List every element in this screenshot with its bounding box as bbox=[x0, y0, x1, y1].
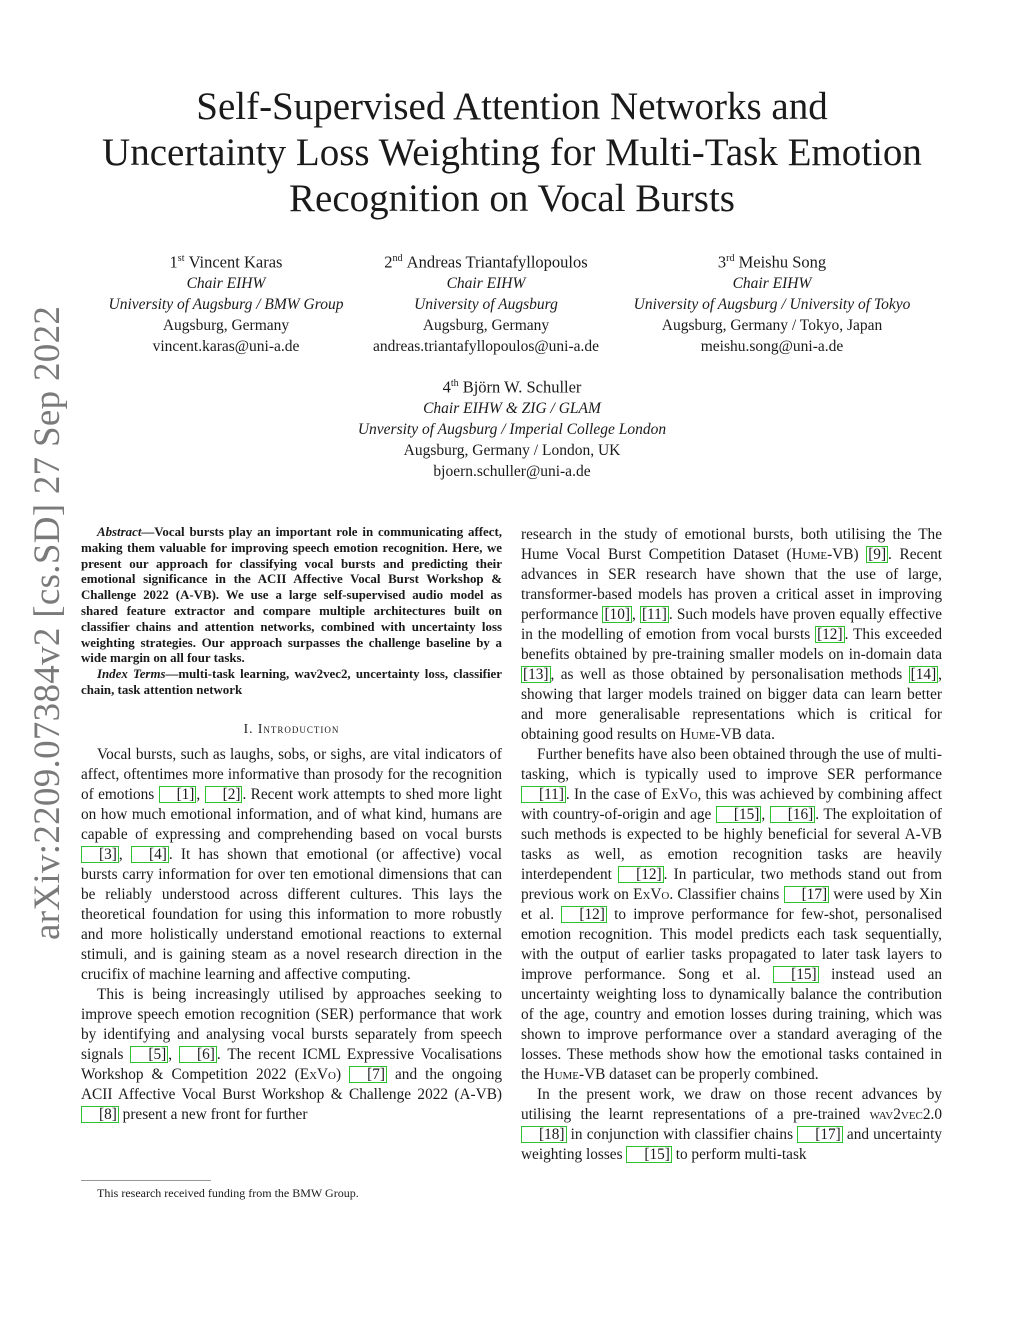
index-terms: Index Terms—multi-task learning, wav2vec2, uncertainty loss, classifier chain, task attention network bbox=[81, 667, 502, 697]
title-line: Self-Supervised Attention Networks and bbox=[196, 85, 828, 128]
arxiv-stamp: arXiv:2209.07384v2 [cs.SD] 27 Sep 2022 bbox=[27, 305, 68, 940]
citation-link[interactable]: [1] bbox=[159, 786, 197, 803]
abstract: Abstract—Vocal bursts play an important role in communicating affect, making them valuable for improving speech emotion recognition. Here, we present our approach for classifying vocal bursts and predicting their emotional significance in the ACII Affective Vocal Burst Workshop & Challenge 2022 (A-VB). We use a large self-supervised audio model as shared feature extractor and compare multiple architectures built on classifier chains and attention networks, combined with uncertainty loss weighting strategies. Our approach surpasses the challenge baseline by a wide margin on all four tasks. bbox=[81, 525, 502, 666]
citation-link[interactable]: [17] bbox=[797, 1126, 843, 1143]
paragraph: research in the study of emotional bursts, both utilising the The Hume Vocal Burst Competition Dataset (Hume-VB) [9] . Recent advances in SER research have shown that the use of large, transformer-based models has proven a critical asset in improving performance [10] , [11] . Such models have proven equally effective in the modelling of emotion from vocal bursts [12] . This exceeded benefits obtained by pre-training smaller models on in-domain data [13] , as well as those obtained by personalisation methods [14] , showing that larger models trained on bigger data can learn better and more generalisable representations which is critical for obtaining good results on Hume-VB data. bbox=[521, 526, 943, 743]
citation-link[interactable]: [15] bbox=[626, 1146, 672, 1163]
author-affiliation: University of Augsburg bbox=[414, 295, 558, 313]
author-block-4: 4th Björn W. Schuller Chair EIHW & ZIG / GLAM Unversity of Augsburg / Imperial College London Augsburg, Germany / London, UK bjoern.schuller@uni-a.de bbox=[312, 373, 712, 482]
citation-link[interactable]: [15] bbox=[773, 966, 819, 983]
paragraph: This is being increasingly utilised by approaches seeking to improve speech emotion recognition (SER) performance that work by identifying and analysing vocal bursts separately from speech signals [5] , [6] . The recent ICML Expressive Vocalisations Workshop & Competition 2022 (ExVo) [7] and the ongoing ACII Affective Vocal Burst Workshop & Challenge 2022 (A-VB) [8] present a new front for further bbox=[81, 985, 503, 1123]
footnote: This research received funding from the BMW Group. bbox=[81, 1186, 502, 1201]
author-affiliation: University of Augsburg / BMW Group bbox=[108, 295, 344, 313]
citation-link[interactable]: [3] bbox=[81, 846, 119, 863]
author-dept: Chair EIHW bbox=[186, 274, 266, 292]
citation-link[interactable]: [15] bbox=[716, 806, 762, 823]
author-email[interactable]: andreas.triantafyllopoulos@uni-a.de bbox=[372, 337, 600, 355]
citation-link[interactable]: [12] bbox=[618, 866, 664, 883]
author-name: Vincent Karas bbox=[188, 252, 283, 272]
paragraph: Vocal bursts, such as laughs, sobs, or sighs, are vital indicators of affect, oftentimes more informative than prosody for the recognition of emotions [1] , [2] . Recent work attempts to shed more light on how much emotional information, and of what kind, humans are capable of expressing and comprehending based on vocal bursts [3] , [4] . It has shown that emotional (or affective) vocal bursts carry information for over ten emotional dimensions that can be reliably understood across different cultures. This lays the theoretical foundation for using this information to more robustly and more holistically understand emotional reactions to external stimuli, and is gaining steam as a novel research direction in the crucifix of machine learning and affective computing. bbox=[81, 745, 503, 983]
title-line: Recognition on Vocal Bursts bbox=[289, 177, 735, 220]
author-email[interactable]: bjoern.schuller@uni-a.de bbox=[433, 462, 591, 480]
author-location: Augsburg, Germany bbox=[422, 316, 550, 334]
citation-link[interactable]: [12] bbox=[561, 906, 607, 923]
author-dept: Chair EIHW bbox=[732, 274, 812, 292]
citation-link[interactable]: [2] bbox=[205, 786, 243, 803]
citation-link[interactable]: [11] bbox=[521, 786, 566, 803]
author-location: Augsburg, Germany / London, UK bbox=[403, 441, 621, 459]
title-line: Uncertainty Loss Weighting for Multi-Task Emotion bbox=[102, 131, 922, 174]
author-affiliation: University of Augsburg / University of Tokyo bbox=[633, 295, 911, 313]
author-email[interactable]: meishu.song@uni-a.de bbox=[700, 337, 844, 355]
footnote-rule bbox=[81, 1180, 211, 1181]
author-dept: Chair EIHW & ZIG / GLAM bbox=[423, 399, 601, 417]
author-name: Andreas Triantafyllopoulos bbox=[406, 252, 588, 272]
citation-link[interactable]: [12] bbox=[817, 626, 843, 643]
citation-link[interactable]: [14] bbox=[910, 666, 937, 683]
citation-link[interactable]: [13] bbox=[523, 666, 549, 683]
right-column bbox=[521, 525, 942, 1165]
author-name: Björn W. Schuller bbox=[462, 377, 582, 397]
paper-title bbox=[60, 84, 964, 222]
paragraph: Further benefits have also been obtained through the use of multi-tasking, which is typically used to improve SER performance [11] . In the case of ExVo, this was achieved by combining affect with country-of-origin and age [15] , [16] . The exploitation of such methods is expected to be highly beneficial for several A-VB tasks as well, as emotion recognition tasks are heavily interdependent [12] . In particular, two methods stand out from previous work on ExVo. Classifier chains [17] were used by Xin et al. [12] to improve performance for few-shot, personalised emotion recognition. This model predicts each task sequentially, with the output of earlier tasks propagated to later task layers to improve performance. Song et al. [15] instead used an uncertainty weighting loss to dynamically balance the contribution of the age, country and emotion losses during training, which was shown to improve performance over a standard averaging of the losses. These methods show how the emotional tasks contained in the Hume-VB dataset can be properly combined. bbox=[521, 746, 943, 1083]
section-heading: I. Introduction bbox=[243, 720, 340, 736]
citation-link[interactable]: [16] bbox=[770, 806, 816, 823]
citation-link[interactable]: [9] bbox=[868, 546, 887, 563]
citation-link[interactable]: [18] bbox=[521, 1126, 567, 1143]
citation-link[interactable]: [4] bbox=[131, 846, 169, 863]
author-affiliation: Unversity of Augsburg / Imperial College London bbox=[357, 420, 667, 438]
citation-link[interactable]: [11] bbox=[641, 606, 667, 623]
citation-link[interactable]: [17] bbox=[784, 886, 830, 903]
citation-link[interactable]: [8] bbox=[81, 1106, 119, 1123]
author-email[interactable]: vincent.karas@uni-a.de bbox=[152, 337, 300, 355]
citation-link[interactable]: [5] bbox=[130, 1046, 168, 1063]
paragraph: In the present work, we draw on those recent advances by utilising the learnt representations of a pre-trained wav2vec2.0 [18] in conjunction with classifier chains [17] and uncertainty weighting losses [15] to perform multi-task bbox=[521, 1086, 942, 1163]
citation-link[interactable]: [10] bbox=[604, 606, 630, 623]
left-column bbox=[81, 525, 502, 1125]
author-block-3: 3rd Meishu Song Chair EIHW University of Augsburg / University of Tokyo Augsburg, Germany / Tokyo, Japan meishu.song@uni-a.de bbox=[612, 248, 932, 357]
author-name: Meishu Song bbox=[738, 252, 827, 272]
author-block-1: 1st Vincent Karas Chair EIHW University of Augsburg / BMW Group Augsburg, Germany vincent.karas@uni-a.de bbox=[81, 248, 371, 357]
citation-link[interactable]: [6] bbox=[179, 1046, 217, 1063]
author-location: Augsburg, Germany bbox=[162, 316, 290, 334]
citation-link[interactable]: [7] bbox=[349, 1066, 387, 1083]
author-dept: Chair EIHW bbox=[446, 274, 526, 292]
author-block-2: 2nd Andreas Triantafyllopoulos Chair EIHW University of Augsburg Augsburg, Germany andreas.triantafyllopoulos@uni-a.de bbox=[356, 248, 616, 357]
author-location: Augsburg, Germany / Tokyo, Japan bbox=[661, 316, 883, 334]
